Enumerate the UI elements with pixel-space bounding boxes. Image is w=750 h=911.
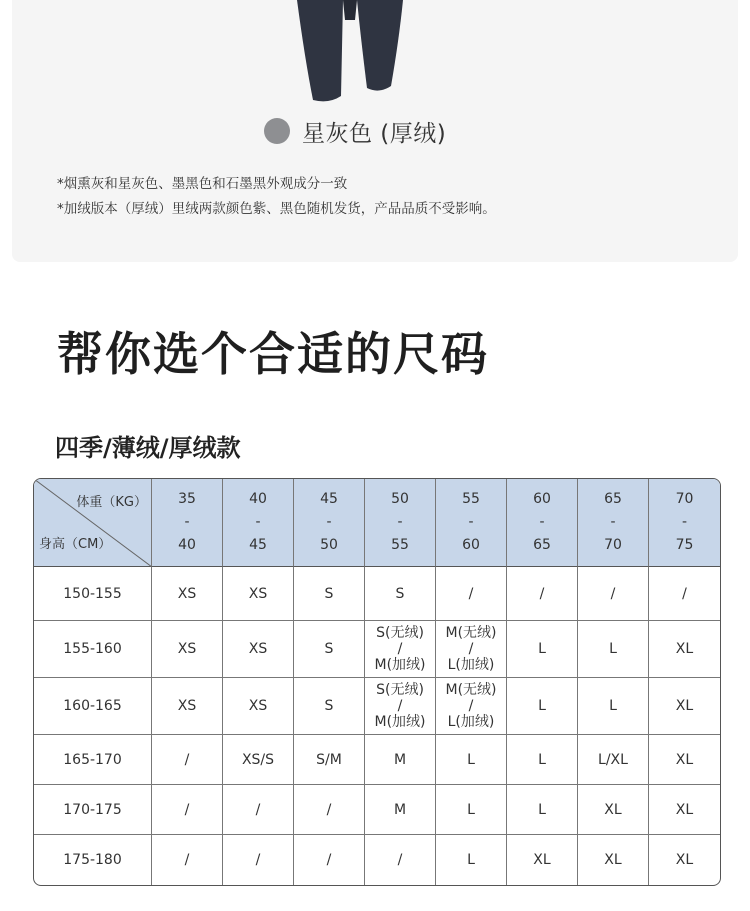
table-body <box>34 567 720 885</box>
table-row <box>34 678 720 735</box>
height-cell: 175-180 <box>34 835 152 885</box>
size-cell: M <box>365 735 436 785</box>
size-cell: S <box>294 621 365 678</box>
weight-header-cell <box>507 479 578 567</box>
size-cell: L/XL <box>578 735 649 785</box>
size-cell: S <box>294 567 365 621</box>
note-line: *加绒版本（厚绒）里绒两款颜色紫、黑色随机发货，产品品质不受影响。 <box>57 201 496 217</box>
table-row <box>34 735 720 785</box>
height-cell: 170-175 <box>34 785 152 835</box>
table-row <box>34 621 720 678</box>
height-axis-label: 身高（CM） <box>39 537 112 552</box>
weight-from: 45 <box>320 491 338 507</box>
section-title: 帮你选个合适的尺码 <box>57 327 489 381</box>
weight-header-cell <box>436 479 507 567</box>
size-cell-line: / <box>468 641 474 657</box>
size-cell-line: M(加绒) <box>374 714 426 730</box>
size-cell-line: / <box>397 641 403 657</box>
height-cell: 150-155 <box>34 567 152 621</box>
size-cell: XS/S <box>223 735 294 785</box>
size-chart-table <box>33 478 721 886</box>
size-cell: / <box>152 835 223 885</box>
size-cell-line: M(加绒) <box>374 657 426 673</box>
weight-header-cell <box>223 479 294 567</box>
size-cell: / <box>507 567 578 621</box>
color-swatch[interactable] <box>264 113 446 149</box>
weight-from: 35 <box>178 491 196 507</box>
weight-from: 50 <box>391 491 409 507</box>
weight-to: 55 <box>391 537 409 553</box>
note-line: *烟熏灰和星灰色、墨黑色和石墨黑外观成分一致 <box>57 176 348 192</box>
size-cell: M <box>365 785 436 835</box>
weight-sep: - <box>539 514 545 530</box>
size-cell-line: M(无绒) <box>445 625 497 641</box>
weight-sep: - <box>468 514 474 530</box>
size-cell: L <box>507 621 578 678</box>
table-subtitle: 四季/薄绒/厚绒款 <box>55 434 241 462</box>
weight-axis-label: 体重（KG） <box>76 495 147 510</box>
weight-to: 65 <box>533 537 551 553</box>
size-cell: XL <box>649 735 720 785</box>
size-cell: XS <box>223 567 294 621</box>
size-cell: L <box>507 785 578 835</box>
size-cell: / <box>294 835 365 885</box>
size-cell: / <box>152 785 223 835</box>
size-cell: L <box>578 621 649 678</box>
size-cell: / <box>436 567 507 621</box>
size-cell <box>365 621 436 678</box>
size-cell: L <box>436 735 507 785</box>
height-cell: 165-170 <box>34 735 152 785</box>
size-cell: XS <box>152 678 223 735</box>
size-cell: S <box>294 678 365 735</box>
size-cell-line: / <box>397 698 403 714</box>
weight-header-cell <box>365 479 436 567</box>
size-cell: / <box>365 835 436 885</box>
size-cell-line: M(无绒) <box>445 682 497 698</box>
size-cell <box>436 621 507 678</box>
weight-to: 60 <box>462 537 480 553</box>
size-cell: L <box>507 735 578 785</box>
pants-image <box>295 0 405 104</box>
table-row <box>34 835 720 885</box>
weight-header-cell <box>152 479 223 567</box>
weight-sep: - <box>326 514 332 530</box>
size-cell: / <box>294 785 365 835</box>
weight-sep: - <box>184 514 190 530</box>
size-cell: XL <box>675 852 694 868</box>
weight-to: 70 <box>604 537 622 553</box>
size-cell: / <box>152 735 223 785</box>
weight-from: 55 <box>462 491 480 507</box>
size-cell-line: S(无绒) <box>376 682 424 698</box>
size-cell: XL <box>649 621 720 678</box>
weight-to: 40 <box>178 537 196 553</box>
weight-to: 50 <box>320 537 338 553</box>
product-color-panel <box>12 0 738 262</box>
swatch-label: 星灰色 (厚绒) <box>302 120 447 147</box>
size-cell: XL <box>649 678 720 735</box>
header-corner-cell <box>34 479 152 567</box>
size-cell: XS <box>223 621 294 678</box>
size-cell: XL <box>578 785 649 835</box>
size-cell: / <box>223 835 294 885</box>
size-cell <box>436 678 507 735</box>
weight-sep: - <box>255 514 261 530</box>
height-cell: 155-160 <box>34 621 152 678</box>
weight-header-cell <box>578 479 649 567</box>
weight-to: 45 <box>249 537 267 553</box>
size-cell: / <box>649 567 720 621</box>
size-cell: L <box>578 678 649 735</box>
size-cell: L <box>507 678 578 735</box>
size-cell: L <box>436 785 507 835</box>
size-cell: XS <box>223 678 294 735</box>
size-cell-line: L(加绒) <box>447 714 495 730</box>
weight-header-cell <box>649 479 720 567</box>
size-cell: S <box>365 567 436 621</box>
table-row <box>34 567 720 621</box>
weight-from: 60 <box>533 491 551 507</box>
weight-sep: - <box>610 514 616 530</box>
size-cell: XL <box>578 835 649 885</box>
size-cell: XL <box>507 835 578 885</box>
table-row <box>34 785 720 835</box>
size-cell: / <box>223 785 294 835</box>
size-cell: XS <box>152 621 223 678</box>
weight-to: 75 <box>675 537 694 553</box>
weight-sep: - <box>397 514 403 530</box>
table-header-row <box>34 479 720 567</box>
size-cell-line: S(无绒) <box>376 625 424 641</box>
size-cell: L <box>436 835 507 885</box>
size-cell-line: / <box>468 698 474 714</box>
weight-sep: - <box>681 514 688 530</box>
size-cell: XL <box>649 785 720 835</box>
weight-from: 40 <box>249 491 267 507</box>
height-cell: 160-165 <box>34 678 152 735</box>
weight-from: 70 <box>675 491 694 507</box>
size-cell: / <box>578 567 649 621</box>
swatch-dot <box>264 118 290 144</box>
weight-from: 65 <box>604 491 622 507</box>
size-cell: S/M <box>294 735 365 785</box>
weight-header-cell <box>294 479 365 567</box>
size-cell: XS <box>152 567 223 621</box>
size-cell <box>365 678 436 735</box>
size-cell-line: L(加绒) <box>447 657 495 673</box>
